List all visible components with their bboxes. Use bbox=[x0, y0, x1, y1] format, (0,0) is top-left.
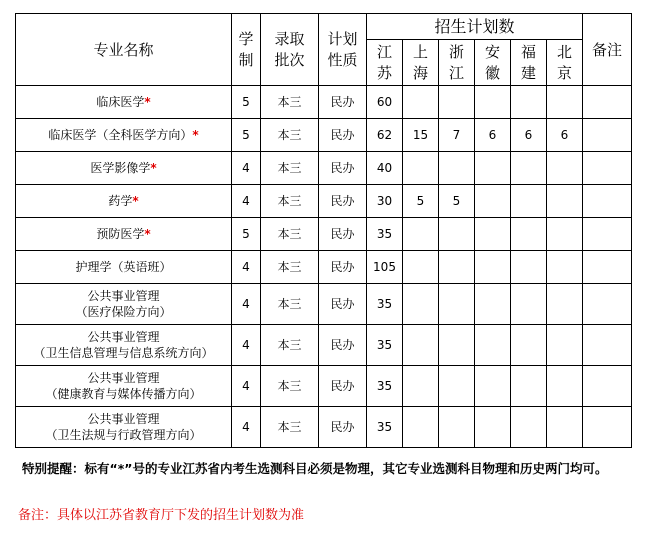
batch-cell: 本三 bbox=[261, 86, 319, 119]
table-row bbox=[16, 119, 632, 152]
major-name: 公共事业管理 （医疗保险方向） bbox=[16, 284, 232, 325]
remark-cell bbox=[583, 251, 632, 284]
remark-cell bbox=[583, 119, 632, 152]
enrollment-plan-table bbox=[15, 13, 632, 448]
footnote: 备注：具体以江苏省教育厅下发的招生计划数为准 bbox=[18, 508, 305, 523]
table-row bbox=[16, 218, 632, 251]
plan-count-cell bbox=[439, 218, 475, 251]
header-remark: 备注 bbox=[583, 14, 632, 86]
years-cell: 4 bbox=[232, 152, 261, 185]
remark-cell bbox=[583, 407, 632, 448]
plan-count-cell bbox=[547, 407, 583, 448]
plan-count-cell: 35 bbox=[367, 218, 403, 251]
plan-count-cell: 35 bbox=[367, 325, 403, 366]
plan-count-cell: 35 bbox=[367, 407, 403, 448]
years-cell: 4 bbox=[232, 185, 261, 218]
batch-cell: 本三 bbox=[261, 185, 319, 218]
plan-count-cell: 15 bbox=[403, 119, 439, 152]
plan-count-cell bbox=[511, 152, 547, 185]
major-name: 预防医学* bbox=[16, 218, 232, 251]
plan-count-cell bbox=[439, 251, 475, 284]
header-province: 浙 江 bbox=[439, 40, 475, 86]
plan-count-cell bbox=[475, 218, 511, 251]
plan-count-cell bbox=[475, 152, 511, 185]
table-row bbox=[16, 366, 632, 407]
plan-count-cell bbox=[403, 152, 439, 185]
plan-count-cell bbox=[547, 185, 583, 218]
plan-count-cell bbox=[511, 218, 547, 251]
plan-count-cell bbox=[547, 86, 583, 119]
plan-count-cell bbox=[403, 325, 439, 366]
plan-count-cell bbox=[547, 284, 583, 325]
plan-count-cell: 5 bbox=[439, 185, 475, 218]
nature-cell: 民办 bbox=[319, 185, 367, 218]
plan-count-cell bbox=[439, 284, 475, 325]
header-province: 江 苏 bbox=[367, 40, 403, 86]
plan-count-cell bbox=[547, 251, 583, 284]
plan-count-cell bbox=[475, 284, 511, 325]
major-name: 临床医学* bbox=[16, 86, 232, 119]
required-physics-star: * bbox=[150, 161, 157, 175]
batch-cell: 本三 bbox=[261, 152, 319, 185]
remark-cell bbox=[583, 218, 632, 251]
major-name: 公共事业管理 （卫生法规与行政管理方向） bbox=[16, 407, 232, 448]
header-major: 专业名称 bbox=[16, 14, 232, 86]
batch-cell: 本三 bbox=[261, 284, 319, 325]
plan-count-cell bbox=[475, 86, 511, 119]
plan-count-cell: 6 bbox=[475, 119, 511, 152]
plan-count-cell bbox=[511, 251, 547, 284]
plan-count-cell: 30 bbox=[367, 185, 403, 218]
nature-cell: 民办 bbox=[319, 86, 367, 119]
nature-cell: 民办 bbox=[319, 218, 367, 251]
plan-count-cell: 5 bbox=[403, 185, 439, 218]
years-cell: 4 bbox=[232, 407, 261, 448]
header-province: 北 京 bbox=[547, 40, 583, 86]
batch-cell: 本三 bbox=[261, 119, 319, 152]
years-cell: 4 bbox=[232, 325, 261, 366]
batch-cell: 本三 bbox=[261, 366, 319, 407]
header-nature: 计划 性质 bbox=[319, 14, 367, 86]
table-row bbox=[16, 284, 632, 325]
special-notice: 特别提醒：标有“*”号的专业江苏省内考生选测科目必须是物理，其它专业选测科目物理和历史两门均可。 bbox=[22, 461, 608, 476]
major-name: 临床医学（全科医学方向）* bbox=[16, 119, 232, 152]
plan-count-cell bbox=[475, 251, 511, 284]
plan-count-cell bbox=[403, 366, 439, 407]
table-row bbox=[16, 185, 632, 218]
plan-count-cell bbox=[511, 366, 547, 407]
plan-count-cell bbox=[475, 185, 511, 218]
plan-count-cell: 60 bbox=[367, 86, 403, 119]
plan-count-cell bbox=[439, 407, 475, 448]
plan-count-cell bbox=[547, 218, 583, 251]
plan-count-cell bbox=[547, 325, 583, 366]
major-name: 公共事业管理 （卫生信息管理与信息系统方向） bbox=[16, 325, 232, 366]
years-cell: 5 bbox=[232, 218, 261, 251]
plan-count-cell: 35 bbox=[367, 284, 403, 325]
plan-count-cell bbox=[511, 284, 547, 325]
plan-count-cell: 40 bbox=[367, 152, 403, 185]
plan-count-cell bbox=[475, 407, 511, 448]
plan-count-cell: 62 bbox=[367, 119, 403, 152]
plan-count-cell bbox=[403, 251, 439, 284]
header-province: 福 建 bbox=[511, 40, 547, 86]
required-physics-star: * bbox=[192, 128, 199, 142]
plan-count-cell bbox=[403, 284, 439, 325]
years-cell: 4 bbox=[232, 284, 261, 325]
plan-count-cell: 7 bbox=[439, 119, 475, 152]
remark-cell bbox=[583, 325, 632, 366]
plan-count-cell bbox=[475, 325, 511, 366]
years-cell: 5 bbox=[232, 86, 261, 119]
plan-count-cell: 6 bbox=[511, 119, 547, 152]
years-cell: 5 bbox=[232, 119, 261, 152]
batch-cell: 本三 bbox=[261, 218, 319, 251]
plan-count-cell bbox=[511, 185, 547, 218]
remark-cell bbox=[583, 86, 632, 119]
years-cell: 4 bbox=[232, 251, 261, 284]
required-physics-star: * bbox=[132, 194, 139, 208]
table-row bbox=[16, 86, 632, 119]
plan-count-cell bbox=[511, 86, 547, 119]
remark-cell bbox=[583, 366, 632, 407]
plan-count-cell bbox=[475, 366, 511, 407]
plan-count-cell: 105 bbox=[367, 251, 403, 284]
plan-count-cell bbox=[403, 407, 439, 448]
nature-cell: 民办 bbox=[319, 407, 367, 448]
plan-count-cell bbox=[403, 86, 439, 119]
remark-cell bbox=[583, 185, 632, 218]
table-row bbox=[16, 152, 632, 185]
header-years: 学 制 bbox=[232, 14, 261, 86]
nature-cell: 民办 bbox=[319, 284, 367, 325]
plan-count-cell bbox=[439, 152, 475, 185]
plan-count-cell bbox=[403, 218, 439, 251]
plan-count-cell bbox=[511, 407, 547, 448]
nature-cell: 民办 bbox=[319, 251, 367, 284]
major-name: 公共事业管理 （健康教育与媒体传播方向） bbox=[16, 366, 232, 407]
nature-cell: 民办 bbox=[319, 366, 367, 407]
remark-cell bbox=[583, 284, 632, 325]
years-cell: 4 bbox=[232, 366, 261, 407]
required-physics-star: * bbox=[144, 227, 151, 241]
major-name: 护理学（英语班） bbox=[16, 251, 232, 284]
plan-count-cell bbox=[439, 366, 475, 407]
header-province: 上 海 bbox=[403, 40, 439, 86]
plan-count-cell bbox=[439, 325, 475, 366]
plan-count-cell bbox=[511, 325, 547, 366]
batch-cell: 本三 bbox=[261, 325, 319, 366]
table-row bbox=[16, 325, 632, 366]
header-plan-group: 招生计划数 bbox=[367, 14, 583, 40]
required-physics-star: * bbox=[144, 95, 151, 109]
plan-count-cell bbox=[547, 152, 583, 185]
nature-cell: 民办 bbox=[319, 325, 367, 366]
plan-count-cell bbox=[547, 366, 583, 407]
header-province: 安 徽 bbox=[475, 40, 511, 86]
plan-count-cell: 35 bbox=[367, 366, 403, 407]
plan-count-cell: 6 bbox=[547, 119, 583, 152]
table-row bbox=[16, 251, 632, 284]
batch-cell: 本三 bbox=[261, 251, 319, 284]
major-name: 医学影像学* bbox=[16, 152, 232, 185]
remark-cell bbox=[583, 152, 632, 185]
nature-cell: 民办 bbox=[319, 119, 367, 152]
major-name: 药学* bbox=[16, 185, 232, 218]
batch-cell: 本三 bbox=[261, 407, 319, 448]
nature-cell: 民办 bbox=[319, 152, 367, 185]
plan-count-cell bbox=[439, 86, 475, 119]
header-batch: 录取 批次 bbox=[261, 14, 319, 86]
table-row bbox=[16, 407, 632, 448]
